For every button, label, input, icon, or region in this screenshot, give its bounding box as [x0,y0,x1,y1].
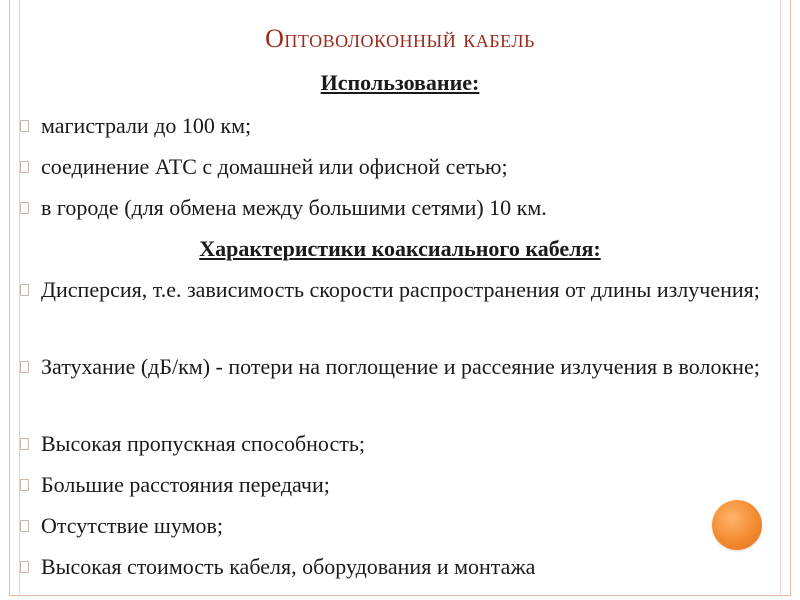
list-item-text: Высокая стоимость кабеля, оборудования и монтажа [41,554,536,579]
bullet-icon [20,438,29,450]
bullet-icon [20,161,29,173]
list-item-text: магистрали до 100 км; [41,113,252,138]
bullet-icon [20,202,29,214]
bullet-icon [20,120,29,132]
list-item-text: Высокая пропускная способность; [41,431,366,456]
section-heading-characteristics: Характеристики коаксиального кабеля: [199,236,601,261]
section-heading-usage: Использование: [320,70,480,95]
list-item-text: в городе (для обмена между большими сетями) 10 км. [41,195,547,220]
list-item-text: Отсутствие шумов; [41,513,224,538]
bullet-icon [20,520,29,532]
slide-title: Оптоволоконный кабель [265,24,535,53]
bullet-icon [20,361,29,373]
list-item-text: соединение АТС с домашней или офисной сетью; [41,154,508,179]
list-item-text: Большие расстояния передачи; [41,472,330,497]
bullet-icon [20,479,29,491]
list-item-text: Дисперсия, т.е. зависимость скорости распространения от длины излучения; [41,277,760,302]
decorative-circle [712,500,762,550]
list-item-text: Затухание (дБ/км) - потери на поглощение и рассеяние излучения в волокне; [41,354,760,379]
bullet-icon [20,561,29,573]
bullet-icon [20,284,29,296]
